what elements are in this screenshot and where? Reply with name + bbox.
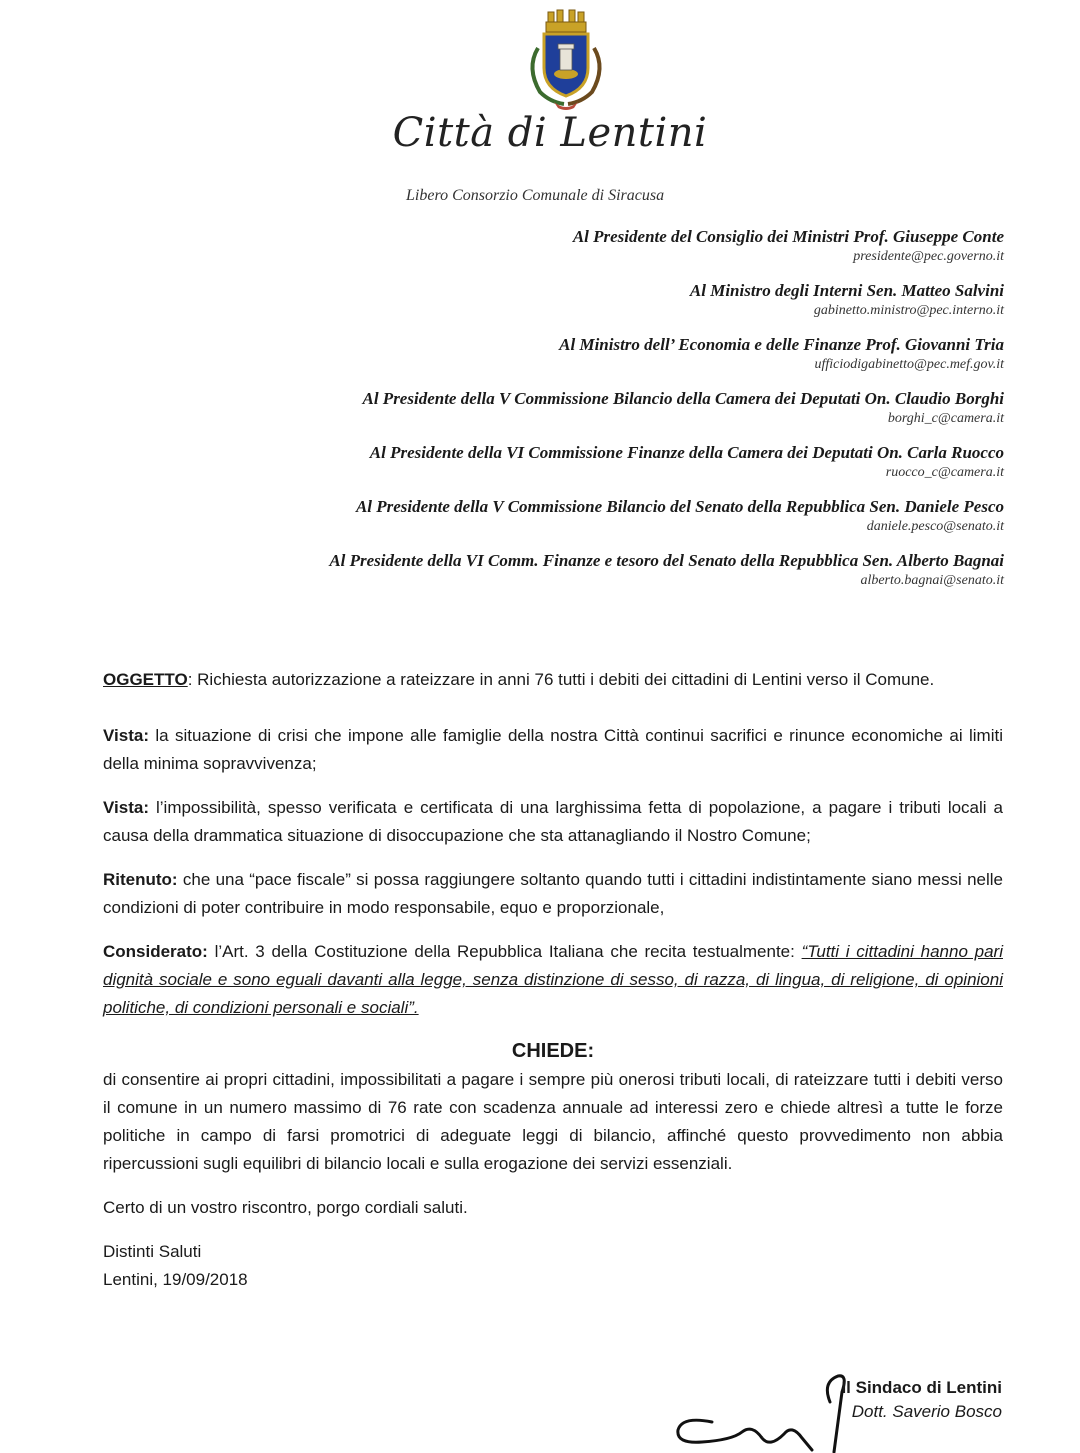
letter-body (103, 666, 1003, 1294)
recipient-email[interactable]: borghi_c@camera.it (887, 411, 1004, 426)
salutation: Distinti Saluti (103, 1242, 202, 1261)
recipient-name: Al Ministro dell’ Economia e delle Finanze Prof. Giovanni Tria (559, 335, 1004, 354)
ritenuto-paragraph (103, 866, 1003, 922)
paragraph-text: che una “pace fiscale” si possa raggiungere soltanto quando tutti i cittadini indistintamente siano messi nelle condizioni di poter contribuire in modo responsabile, equo e proporzionale, (103, 870, 1003, 917)
closing-line: Certo di un vostro riscontro, porgo cordiali saluti. (103, 1198, 468, 1217)
paragraph-text: l’impossibilità, spesso verificata e certificata di una larghissima fetta di popolazione, a pagare i tributi locali a causa della drammatica situazione di disoccupazione che sta attanagliando il Nostro Comune; (103, 798, 1003, 845)
recipient-name: Al Presidente della VI Comm. Finanze e tesoro del Senato della Repubblica Sen. Alberto Bagnai (329, 551, 1004, 570)
recipient-item (124, 388, 1004, 428)
recipient-item (124, 496, 1004, 536)
city-title: Città di Lentini (392, 110, 708, 156)
subject-text: : Richiesta autorizzazione a rateizzare in anni 76 tutti i debiti dei cittadini di Lentini verso il Comune. (187, 670, 935, 689)
paragraph-lead: Ritenuto: (103, 870, 178, 889)
consorzio-subtitle: Libero Consorzio Comunale di Siracusa (406, 187, 665, 204)
considerato-paragraph (103, 938, 1003, 1022)
recipient-name: Al Ministro degli Interni Sen. Matteo Salvini (689, 281, 1004, 300)
paragraph-lead: Vista: (103, 798, 149, 817)
recipient-email[interactable]: daniele.pesco@senato.it (866, 519, 1004, 534)
vista-paragraph (103, 794, 1003, 850)
recipients-list (124, 226, 1004, 604)
place-date: Lentini, 19/09/2018 (103, 1270, 248, 1289)
subject-label: OGGETTO (103, 670, 188, 689)
recipient-item (124, 442, 1004, 482)
recipient-email[interactable]: gabinetto.ministro@pec.interno.it (813, 303, 1004, 318)
recipient-email[interactable]: alberto.bagnai@senato.it (860, 573, 1004, 588)
vista-paragraph (103, 722, 1003, 778)
recipient-item (124, 550, 1004, 590)
paragraph-lead: Vista: (103, 726, 149, 745)
recipient-name: Al Presidente della V Commissione Bilancio della Camera dei Deputati On. Claudio Borghi (362, 389, 1004, 408)
paragraph-text: la situazione di crisi che impone alle famiglie della nostra Città continui sacrifici e rinunce economiche ai limiti della minima sopravvivenza; (103, 726, 1003, 773)
recipient-email[interactable]: ufficiodigabinetto@pec.mef.gov.it (814, 357, 1004, 372)
subject-paragraph (103, 666, 1003, 694)
recipient-name: Al Presidente della V Commissione Bilancio del Senato della Repubblica Sen. Daniele Pesco (355, 497, 1004, 516)
recipient-name: Al Presidente della VI Commissione Finanze della Camera dei Deputati On. Carla Ruocco (369, 443, 1004, 462)
paragraph-lead: Considerato: (103, 942, 208, 961)
chiede-paragraph: di consentire ai propri cittadini, impossibilitati a pagare i sempre più onerosi tributi locali, di rateizzare tutti i debiti verso il comune in un numero massimo di 76 rate con scadenza annuale ad interessi zero e chiede altresì a tutte le forze politiche in campo di farsi promotrici di adeguate leggi di bilancio, affinché questo provvedimento non abbia ripercussioni sugli equilibri di bilancio locali e sulla erogazione dei servizi essenziali. (103, 1070, 1003, 1173)
recipient-item (124, 226, 1004, 266)
recipient-name: Al Presidente del Consiglio dei Ministri Prof. Giuseppe Conte (572, 227, 1004, 246)
coat-of-arms-icon (520, 8, 612, 112)
chiede-heading: CHIEDE: (511, 1040, 595, 1062)
signer-role: Il Sindaco di Lentini (841, 1378, 1002, 1397)
signature-block (841, 1376, 1002, 1424)
constitution-quote: “Tutti i cittadini hanno pari dignità sociale e sono eguali davanti alla legge, senza distinzione di sesso, di razza, di lingua, di religione, di opinioni politiche, di condizioni personali e sociali”. (103, 942, 1003, 1017)
recipient-email[interactable]: ruocco_c@camera.it (885, 465, 1004, 480)
recipient-item (124, 280, 1004, 320)
paragraph-text: l’Art. 3 della Costituzione della Repubblica Italiana che recita testualmente: (207, 942, 802, 961)
recipient-item (124, 334, 1004, 374)
recipient-email[interactable]: presidente@pec.governo.it (853, 249, 1004, 264)
signer-name: Dott. Saverio Bosco (851, 1402, 1002, 1421)
